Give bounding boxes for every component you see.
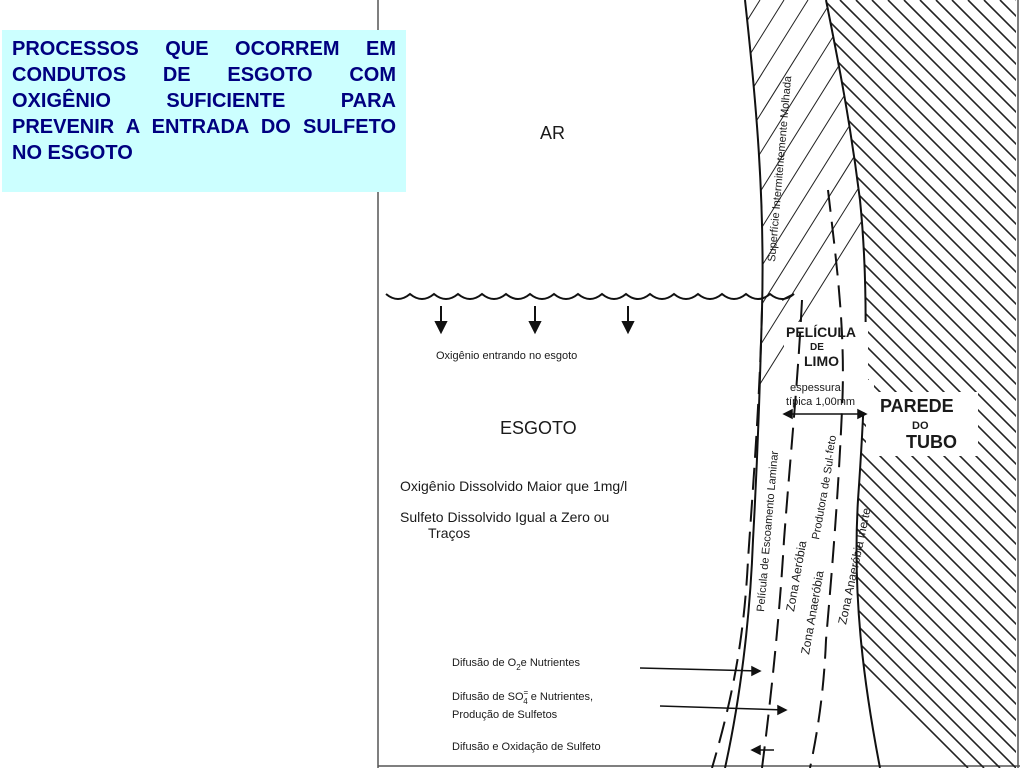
sulfide-oxidation-text: Difusão e Oxidação de Sulfeto xyxy=(452,741,601,753)
thickness-label-line2: típica 1,00mm xyxy=(786,396,856,408)
wet-surface-boundary xyxy=(725,0,763,768)
hatch-line xyxy=(1016,0,1024,768)
hatch-line xyxy=(504,0,1024,768)
slime-film-label-line1: PELÍCULA xyxy=(786,324,856,340)
anaerobic-zone-label: Zona Anaeróbia xyxy=(798,569,827,656)
diffusion-o2-label xyxy=(452,657,580,672)
dissolved-sulfide-line1: Sulfeto Dissolvido Igual a Zero ou xyxy=(400,509,610,525)
pipe-wall-label-line1: PAREDE xyxy=(880,396,954,416)
oxygen-arrow xyxy=(436,306,446,332)
diffusion-o2-suffix: e Nutrientes xyxy=(520,657,580,669)
hatch-line xyxy=(408,0,1024,768)
hatch-line xyxy=(344,0,1024,768)
diffusion-so4-suffix: e Nutrientes, xyxy=(527,691,594,703)
diffusion-so4-label xyxy=(452,688,593,706)
sewage-label: ESGOTO xyxy=(500,418,577,438)
diffusion-so4-subscript: 4 xyxy=(523,697,528,706)
dissolved-oxygen-text: Oxigênio Dissolvido Maior que 1mg/l xyxy=(400,478,628,494)
pipe-wall-label-line2: DO xyxy=(912,420,929,432)
slime-film-label-line2: DE xyxy=(810,342,824,353)
oxygen-arrow xyxy=(623,306,633,332)
hatch-line xyxy=(360,0,1024,768)
oxygen-arrows xyxy=(436,306,633,332)
hatch-line xyxy=(424,0,1024,768)
hatch-line xyxy=(376,0,1024,768)
diffusion-o2-prefix: Difusão de O xyxy=(452,657,517,669)
laminar-film-label: Película de Escoamento Laminar xyxy=(755,450,782,613)
title-box xyxy=(2,30,406,192)
dissolved-sulfide-line2: Traços xyxy=(428,525,471,541)
wet-surface-label: Superfície Intermitentemente Molhada xyxy=(766,75,795,263)
sulfide-production-text: Produção de Sulfetos xyxy=(452,709,558,721)
pipe-wall-label-line3: TUBO xyxy=(906,432,957,452)
thickness-label-line1: espessura xyxy=(790,382,841,394)
page-title: PROCESSOS QUE OCORREM EM CONDUTOS DE ESGOTO COM OXIGÊNIO SUFICIENTE PARA PREVENIR A ENTRADA DO SULFETO NO ESGOTO xyxy=(12,38,396,164)
diffusion-so4-arrow xyxy=(660,706,786,714)
oxygen-arrow xyxy=(530,306,540,332)
oxygen-entering-label: Oxigênio entrando no esgoto xyxy=(436,350,578,362)
slime-film-label-line3: LIMO xyxy=(804,353,839,369)
diffusion-so4-superscript: = xyxy=(523,688,529,697)
diffusion-arrows xyxy=(640,667,786,754)
air-label: AR xyxy=(540,123,566,143)
diffusion-so4-prefix: Difusão de SO xyxy=(452,691,524,703)
hatch-line xyxy=(392,0,1024,768)
hatch-line xyxy=(472,0,1024,768)
hatch-line xyxy=(472,0,952,768)
sulfide-producing-label-line1: Produtora de Sul- xyxy=(810,453,837,541)
sulfide-producing-label-line2: feto xyxy=(824,434,840,455)
inert-anaerobic-label: Zona Anaeróbia Inerte xyxy=(835,506,874,626)
diffusion-o2-subscript: 2 xyxy=(516,663,521,672)
aerobic-zone-label: Zona Aeróbia xyxy=(783,539,810,613)
water-surface-wave xyxy=(386,294,794,300)
